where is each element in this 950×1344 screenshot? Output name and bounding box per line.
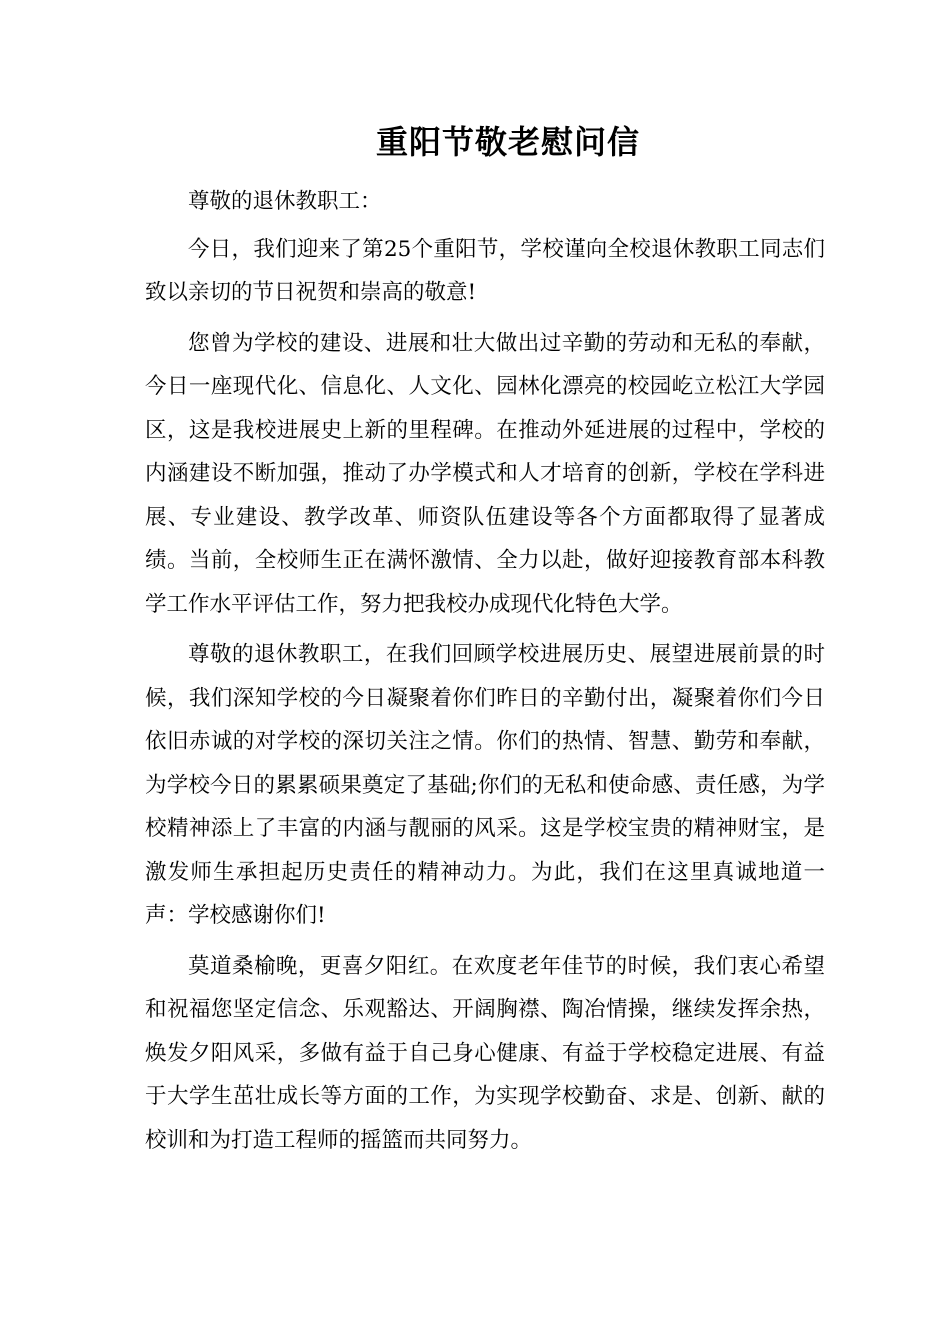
paragraph-gratitude: 尊敬的退休教职工，在我们回顾学校进展历史、展望进展前景的时候，我们深知学校的今日凝聚着你们昨日的辛勤付出，凝聚着你们今日依旧赤诚的对学校的深切关注之情。你们的热情、智慧、勤劳和奉献，为学校今日的累累硕果奠定了基础;你们的无私和使命感、责任感，为学校精神添上了丰富的内涵与靓丽的风采。这是学校宝贵的精神财宝，是激发师生承担起历史责任的精神动力。为此，我们在这里真诚地道一声：学校感谢你们! (145, 642, 825, 928)
document-title: 重阳节敬老慰问信 (375, 123, 640, 161)
paragraph-achievements: 您曾为学校的建设、进展和壮大做出过辛勤的劳动和无私的奉献，今日一座现代化、信息化、人文化、园林化漂亮的校园屹立松江大学园区，这是我校进展史上新的里程碑。在推动外延进展的过程中，学校的内涵建设不断加强，推动了办学模式和人才培育的创新，学校在学科进展、专业建设、教学改革、师资队伍建设等各个方面都取得了显著成绩。当前，全校师生正在满怀激情、全力以赴，做好迎接教育部本科教学工作水平评估工作，努力把我校办成现代化特色大学。 (145, 330, 825, 617)
salutation: 尊敬的退休教职工： (188, 189, 382, 214)
letter-body (145, 180, 825, 1169)
paragraph-wishes: 莫道桑榆晚，更喜夕阳红。在欢度老年佳节的时候，我们衷心希望和祝福您坚定信念、乐观豁达、开阔胸襟、陶冶情操，继续发挥余热，焕发夕阳风采，多做有益于自己身心健康、有益于学校稳定进展、有益于大学生茁壮成长等方面的工作，为实现学校勤奋、求是、创新、献的校训和为打造工程师的摇篮而共同努力。 (145, 953, 825, 1153)
paragraph-greeting: 今日，我们迎来了第25个重阳节，学校谨向全校退休教职工同志们致以亲切的节日祝贺和崇高的敬意! (145, 236, 825, 305)
